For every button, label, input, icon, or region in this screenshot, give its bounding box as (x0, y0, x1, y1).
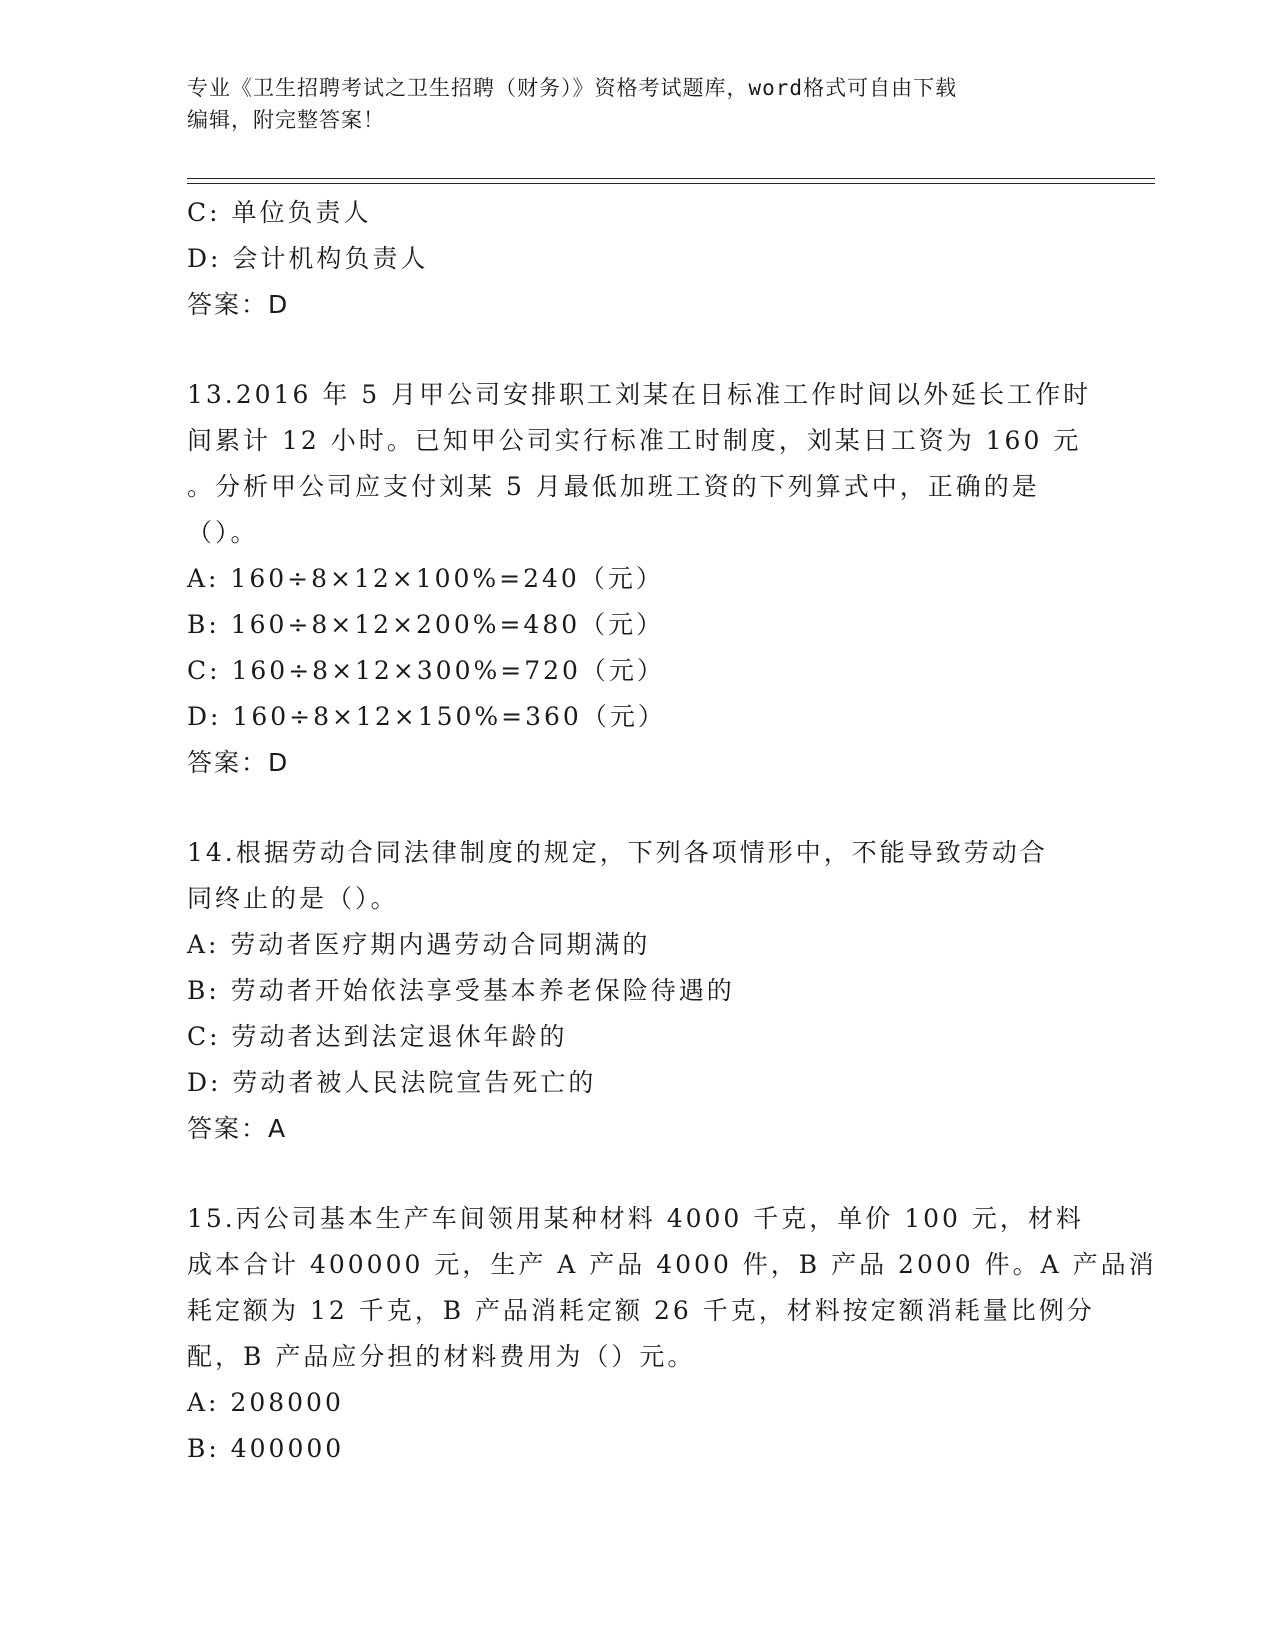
question-gap (187, 328, 1087, 372)
question-13 (187, 372, 1092, 786)
header-divider-top (187, 178, 1155, 179)
question-stem-line: 13.2016 年 5 月甲公司安排职工刘某在日标准工作时间以外延长工作时 (187, 380, 1092, 409)
header-line-1: 专业《卫生招聘考试之卫生招聘（财务）》资格考试题库，word格式可自由下载 (187, 76, 958, 100)
option-a: A: 208000 (187, 1388, 344, 1417)
question-gap (187, 1152, 1087, 1196)
header-divider-bottom (187, 183, 1155, 184)
question-gap (187, 786, 1087, 830)
question-stem-line: 配，B 产品应分担的材料费用为（）元。 (187, 1342, 696, 1371)
option-a: A: 160÷8×12×100%=240（元） (187, 564, 664, 593)
option-a: A: 劳动者医疗期内遇劳动合同期满的 (187, 930, 651, 959)
answer: 答案：D (187, 748, 290, 777)
option-d: D: 160÷8×12×150%=360（元） (187, 702, 666, 731)
option-d: D: 劳动者被人民法院宣告死亡的 (187, 1068, 597, 1097)
question-stem-line: 15.丙公司基本生产车间领用某种材料 4000 千克，单价 100 元，材料 (187, 1204, 1084, 1233)
question-stem-line: 。分析甲公司应支付刘某 5 月最低加班工资的下列算式中，正确的是 (187, 472, 1040, 501)
header-line-2: 编辑，附完整答案！ (187, 108, 385, 132)
document-body (187, 190, 1157, 1472)
question-stem-line: 同终止的是（）。 (187, 884, 399, 913)
option-c: C: 单位负责人 (187, 198, 372, 227)
question-12 (187, 190, 1087, 328)
option-b: B: 400000 (187, 1434, 345, 1463)
question-14 (187, 830, 1087, 1152)
question-stem-line: 成本合计 400000 元，生产 A 产品 4000 件，B 产品 2000 件。A 产品消 (187, 1250, 1157, 1279)
option-b: B: 160÷8×12×200%=480（元） (187, 610, 665, 639)
answer: 答案：D (187, 290, 290, 319)
document-header (187, 72, 1087, 136)
option-c: C: 160÷8×12×300%=720（元） (187, 656, 665, 685)
answer: 答案：A (187, 1114, 288, 1143)
option-d: D: 会计机构负责人 (187, 244, 429, 273)
question-stem-line: 14.根据劳动合同法律制度的规定，下列各项情形中，不能导致劳动合 (187, 838, 1048, 867)
option-c: C: 劳动者达到法定退休年龄的 (187, 1022, 568, 1051)
question-15 (187, 1196, 1157, 1472)
question-stem-line: 间累计 12 小时。已知甲公司实行标准工时制度，刘某日工资为 160 元 (187, 426, 1082, 455)
question-stem-line: 耗定额为 12 千克，B 产品消耗定额 26 千克，材料按定额消耗量比例分 (187, 1296, 1095, 1325)
question-stem-line: （）。 (187, 518, 259, 547)
option-b: B: 劳动者开始依法享受基本养老保险待遇的 (187, 976, 735, 1005)
